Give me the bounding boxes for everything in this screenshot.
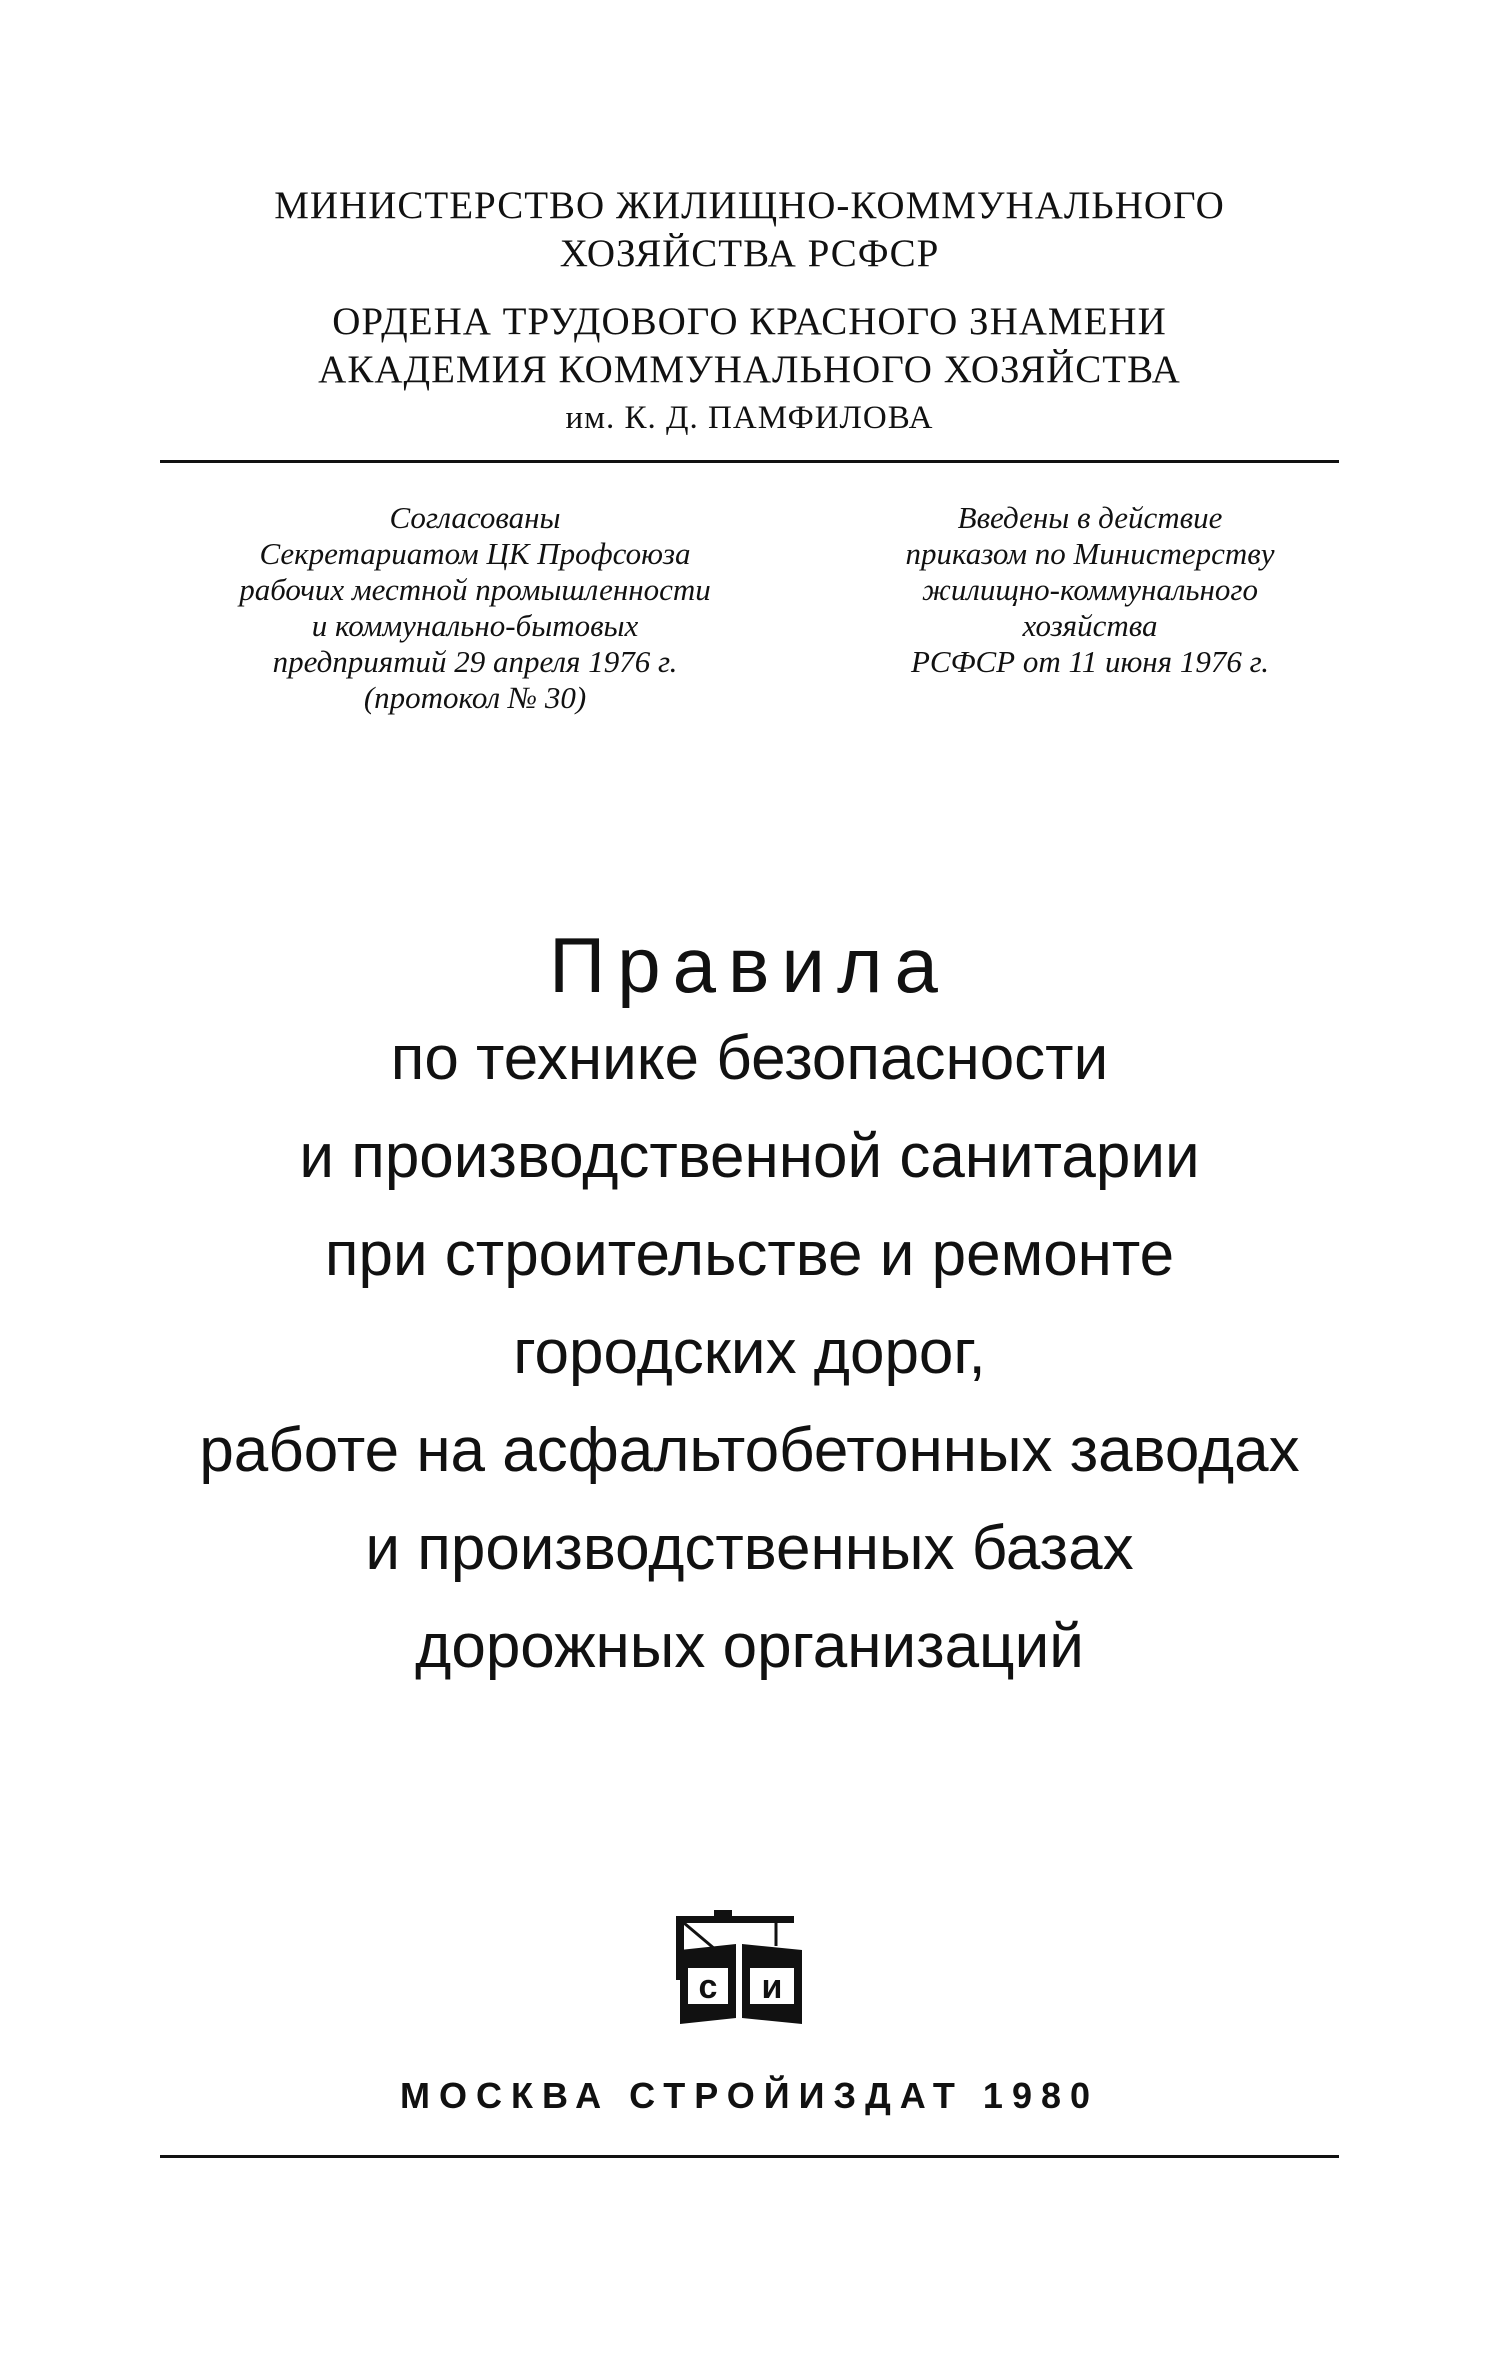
approval-right-line: приказом по Министерству bbox=[905, 536, 1275, 571]
academy-line-3: им. К. Д. ПАМФИЛОВА bbox=[565, 400, 934, 436]
header-divider bbox=[160, 460, 1339, 463]
subtitle-line: городских дорог, bbox=[513, 1318, 986, 1387]
logo-letter-i: и bbox=[761, 1968, 783, 2006]
approval-right bbox=[830, 500, 1350, 680]
footer-divider bbox=[160, 2155, 1339, 2158]
academy-heading bbox=[160, 298, 1339, 442]
ministry-heading bbox=[160, 182, 1339, 278]
ministry-line-2: ХОЗЯЙСТВА РСФСР bbox=[559, 232, 940, 275]
logo-letter-s: с bbox=[698, 1968, 718, 2006]
approval-left-line: предприятий 29 апреля 1976 г. bbox=[272, 644, 678, 679]
approval-right-line: хозяйства bbox=[1022, 608, 1158, 643]
subtitle-line: работе на асфальтобетонных заводах bbox=[199, 1416, 1300, 1485]
subtitle-line: при строительстве и ремонте bbox=[324, 1220, 1175, 1289]
imprint: МОСКВА СТРОЙИЗДАТ 1980 bbox=[399, 2075, 1100, 2116]
approval-left-line: рабочих местной промышленности bbox=[239, 572, 711, 607]
title-main: Правила bbox=[549, 921, 950, 1009]
ministry-line-1: МИНИСТЕРСТВО ЖИЛИЩНО-КОММУНАЛЬНОГО bbox=[274, 184, 1225, 227]
approval-right-line: РСФСР от 11 июня 1976 г. bbox=[910, 644, 1270, 679]
publisher-logo-icon bbox=[676, 1910, 806, 2026]
academy-line-1: ОРДЕНА ТРУДОВОГО КРАСНОГО ЗНАМЕНИ bbox=[332, 300, 1167, 343]
academy-line-2: АКАДЕМИЯ КОММУНАЛЬНОГО ХОЗЯЙСТВА bbox=[318, 348, 1181, 391]
approval-left bbox=[170, 500, 780, 716]
document-subtitle bbox=[0, 1010, 1499, 1696]
approval-left-line: Секретариатом ЦК Профсоюза bbox=[259, 536, 691, 571]
approval-right-line: жилищно-коммунального bbox=[922, 572, 1258, 607]
approval-right-line: Введены в действие bbox=[957, 500, 1223, 535]
approval-left-line: (протокол № 30) bbox=[363, 680, 587, 715]
approval-left-line: и коммунально-бытовых bbox=[311, 608, 639, 643]
approval-left-line: Согласованы bbox=[389, 500, 561, 535]
subtitle-line: и производственной санитарии bbox=[299, 1122, 1200, 1191]
subtitle-line: по технике безопасности bbox=[390, 1024, 1109, 1093]
subtitle-line: дорожных организаций bbox=[415, 1612, 1084, 1681]
subtitle-line: и производственных базах bbox=[365, 1514, 1134, 1583]
document-title bbox=[0, 920, 1499, 1010]
